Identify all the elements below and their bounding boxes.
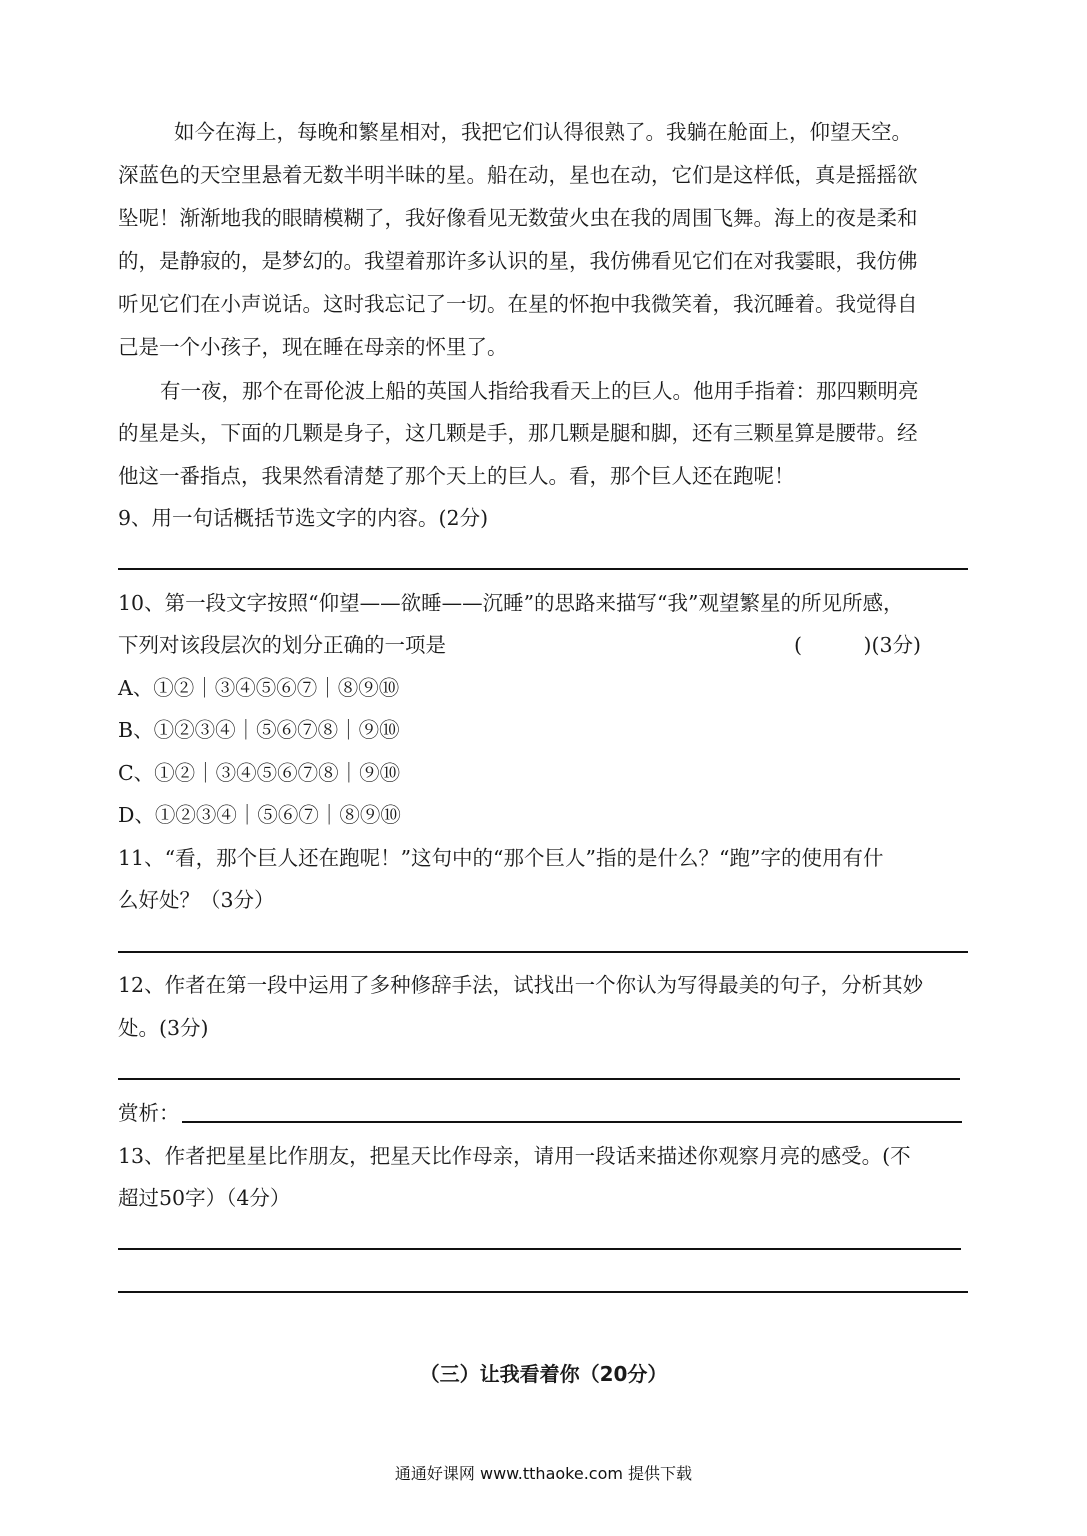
answer-paren-q10[interactable]: ( )(3分) [794, 633, 922, 657]
passage-p1-line-6: 己是一个小孩子，现在睡在母亲的怀里了。 [118, 335, 508, 359]
footer-text: 通通好课网 www.tthaoke.com 提供下载 [394, 1464, 693, 1483]
question-13-line-2: 超过50字）（4分） [118, 1186, 291, 1210]
question-11-line-1: 11、“看，那个巨人还在跑呢！”这句中的“那个巨人”指的是什么？“跑”字的使用有什 [118, 846, 884, 870]
passage-p1-line-3: 坠呢！渐渐地我的眼睛模糊了，我好像看见无数萤火虫在我的周围飞舞。海上的夜是柔和 [118, 206, 918, 230]
passage-p1-line-4: 的，是静寂的，是梦幻的。我望着那许多认识的星，我仿佛看见它们在对我霎眼，我仿佛 [118, 249, 918, 273]
question-12-line-2: 处。(3分) [118, 1016, 209, 1040]
question-10-line-1: 10、第一段文字按照“仰望——欲睡——沉睡”的思路来描写“我”观望繁星的所见所感， [118, 591, 904, 615]
question-9: 9、用一句话概括节选文字的内容。(2分) [118, 506, 489, 530]
answer-line-q13-1[interactable] [118, 1248, 961, 1250]
question-12-line-1: 12、作者在第一段中运用了多种修辞手法，试找出一个你认为写得最美的句子，分析其妙 [118, 973, 924, 997]
section-title: （三）让我看着你（20分） [419, 1362, 668, 1386]
appreciation-label: 赏析： [118, 1101, 180, 1125]
answer-line-q13-2[interactable] [118, 1291, 968, 1293]
option-a[interactable]: A、①②｜③④⑤⑥⑦｜⑧⑨⑩ [118, 676, 400, 700]
question-10-line-2: 下列对该段层次的划分正确的一项是 [118, 633, 446, 657]
passage-p1-line-1: 如今在海上，每晚和繁星相对，我把它们认得很熟了。我躺在舱面上，仰望天空。 [174, 120, 912, 144]
passage-p1-line-2: 深蓝色的天空里悬着无数半明半昧的星。船在动，星也在动，它们是这样低，真是摇摇欲 [118, 163, 918, 187]
answer-line-q11[interactable] [118, 951, 968, 953]
answer-line-q12[interactable] [118, 1078, 960, 1080]
passage-p2-line-3: 他这一番指点，我果然看清楚了那个天上的巨人。看，那个巨人还在跑呢！ [118, 464, 795, 488]
passage-p1-line-5: 听见它们在小声说话。这时我忘记了一切。在星的怀抱中我微笑着，我沉睡着。我觉得自 [118, 292, 918, 316]
passage-p2-line-2: 的星是头，下面的几颗是身子，这几颗是手，那几颗是腿和脚，还有三颗星算是腰带。经 [118, 421, 918, 445]
appreciation-line[interactable] [182, 1121, 962, 1123]
question-13-line-1: 13、作者把星星比作朋友，把星天比作母亲，请用一段话来描述你观察月亮的感受。(不 [118, 1144, 911, 1168]
question-11-line-2: 么好处？（3分） [118, 888, 275, 912]
option-d[interactable]: D、①②③④｜⑤⑥⑦｜⑧⑨⑩ [118, 803, 401, 827]
answer-line-q9[interactable] [118, 568, 968, 570]
option-b[interactable]: B、①②③④｜⑤⑥⑦⑧｜⑨⑩ [118, 718, 400, 742]
option-c[interactable]: C、①②｜③④⑤⑥⑦⑧｜⑨⑩ [118, 761, 401, 785]
passage-p2-line-1: 有一夜，那个在哥伦波上船的英国人指给我看天上的巨人。他用手指着：那四颗明亮 [160, 379, 919, 403]
